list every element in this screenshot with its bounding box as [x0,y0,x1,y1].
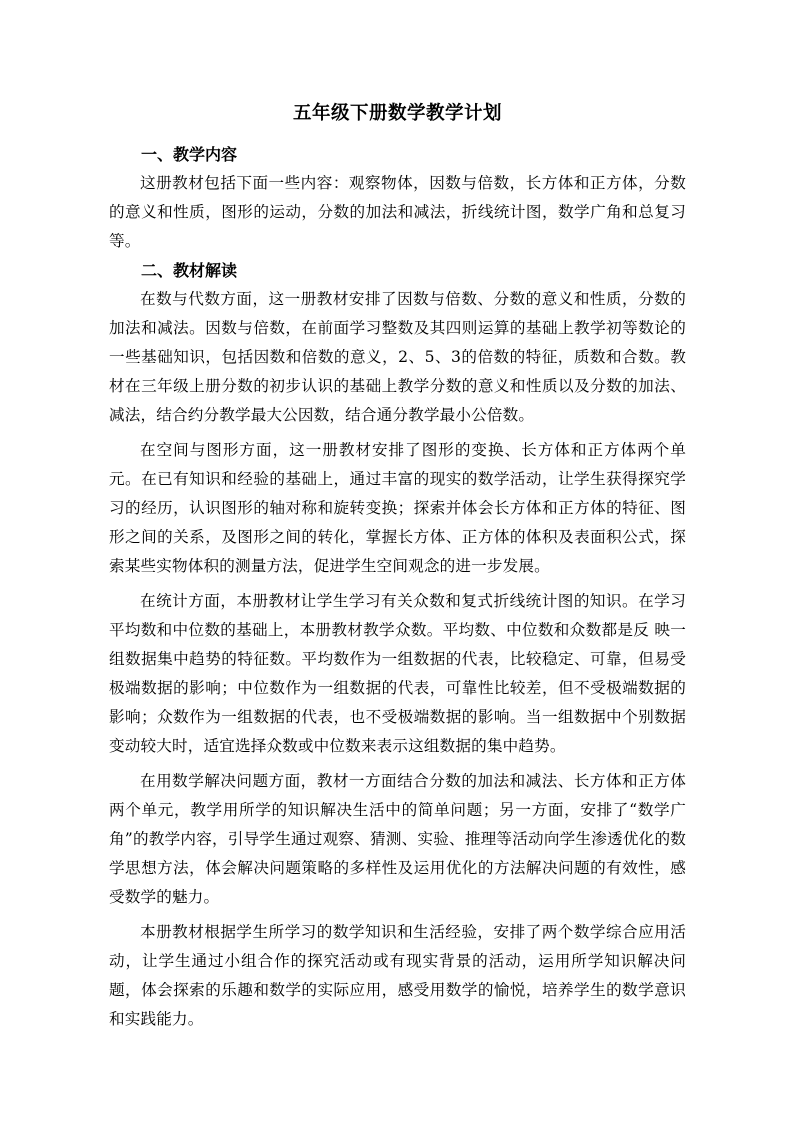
paragraph-problem-solving: 在用数学解决问题方面，教材一方面结合分数的加法和减法、长方体和正方体两个单元，教学用所学的知识解决生活中的简单问题；另一方面，安排了“数学广角”的教学内容，引导学生通过观察、猜测、实验、推理等活动向学生渗透优化的数学思想方法，体会解决问题策略的多样性及运用优化的方法解决问题的有效性，感受数学的魅力。 [109,772,686,906]
section-heading-textbook-analysis: 二、教材解读 [141,261,238,280]
paragraph-space-geometry: 在空间与图形方面，这一册教材安排了图形的变换、长方体和正方体两个单元。在已有知识和经验的基础上，通过丰富的现实的数学活动，让学生获得探究学习的经历，认识图形的轴对称和旋转变换；探索并体会长方体和正方体的特征、图形之间的关系，及图形之间的转化，掌握长方体、正方体的体积及表面积公式，探索某些实物体积的测量方法，促进学生空间观念的进一步发展。 [109,441,686,575]
paragraph-statistics: 在统计方面，本册教材让学生学习有关众数和复式折线统计图的知识。在学习平均数和中位数的基础上，本册教材教学众数。平均数、中位数和众数都是反 映一组数据集中趋势的特征数。平均数作为一组数据的代表，比较稳定、可靠，但易受极端数据的影响；中位数作为一组数据的代表，可靠性比较差，但不受极端数据的影响；众数作为一组数据的代表，也不受极端数据的影响。当一组数据中个别数据变动较大时，适宜选择众数或中位数来表示这组数据的集中趋势。 [109,592,686,755]
paragraph-teaching-content: 这册教材包括下面一些内容：观察物体，因数与倍数，长方体和正方体，分数的意义和性质，图形的运动，分数的加法和减法，折线统计图，数学广角和总复习等。 [109,174,686,250]
document-title: 五年级下册数学教学计划 [292,103,502,124]
paragraph-comprehensive-activities: 本册教材根据学生所学习的数学知识和生活经验，安排了两个数学综合应用活动，让学生通过小组合作的探究活动或有现实背景的活动，运用所学知识解决问题，体会探索的乐趣和数学的实际应用，感受用数学的愉悦，培养学生的数学意识和实践能力。 [109,923,686,1028]
section-heading-teaching-content: 一、教学内容 [141,145,238,164]
paragraph-number-algebra: 在数与代数方面，这一册教材安排了因数与倍数、分数的意义和性质，分数的加法和减法。因数与倍数，在前面学习整数及其四则运算的基础上教学初等数论的一些基础知识，包括因数和倍数的意义，2、5、3的倍数的特征，质数和合数。教材在三年级上册分数的初步认识的基础上教学分数的意义和性质以及分数的加法、减法，结合约分教学最大公因数，结合通分教学最小公倍数。 [109,290,686,424]
